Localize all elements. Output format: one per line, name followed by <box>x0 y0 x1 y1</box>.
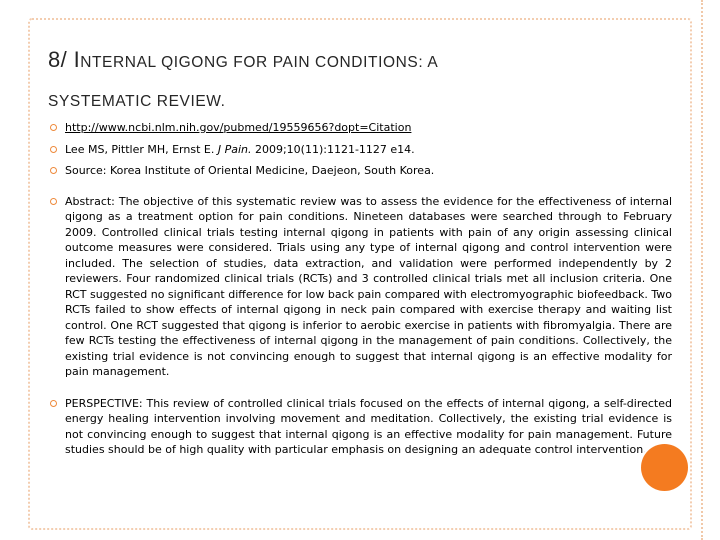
bullet-icon <box>50 167 57 174</box>
list-item-abstract <box>50 194 672 380</box>
title-line2: SYSTEMATIC REVIEW. <box>48 93 226 110</box>
slide-title <box>48 40 668 121</box>
abstract-text: Abstract: The objective of this systematic review was to assess the evidence for the effectiveness of internal qigong as a treatment option for pain conditions. Nineteen databases were searched through to February 2009. Controlled clinical trials testing internal qigong in patients with pain of any origin assessing clinical outcome measures were considered. Trials using any type of internal qigong and control intervention were included. The selection of studies, data extraction, and validation were performed independently by 2 reviewers. Four randomized clinical trials (RCTs) and 3 controlled clinical trials met all inclusion criteria. One RCT suggested no significant difference for low back pain compared with electromyographic biofeedback. Two RCTs failed to show effects of internal qigong in neck pain compared with exercise therapy and waiting list control. One RCT suggested that qigong is inferior to aerobic exercise in patients with fibromyalgia. There are few RCTs testing the effectiveness of internal qigong in the management of pain conditions. Collectively, the existing trial evidence is not convincing enough to suggest that internal qigong is an effective modality for pain management. <box>65 194 672 378</box>
bullet-icon <box>50 198 57 205</box>
title-prefix: 8/ I <box>48 47 81 72</box>
orange-circle-decoration <box>641 444 688 491</box>
perspective-text: PERSPECTIVE: This review of controlled clinical trials focused on the effects of internal qigong, a self-directed energy healing intervention involving movement and meditation. Collectively, the existing trial evidence is not convincing enough to suggest that internal qigong is an effective modality for pain management. Future studies should be of high quality with particular emphasis on designing an adequate control intervention. <box>65 396 672 456</box>
citation-details: 2009;10(11):1121-1127 e14. <box>251 142 415 156</box>
bullet-list <box>50 120 672 458</box>
citation-journal: J Pain. <box>217 142 252 156</box>
list-item-perspective <box>50 396 672 458</box>
bullet-icon <box>50 124 57 131</box>
decorative-vertical-line <box>701 0 703 540</box>
list-item-source <box>50 163 672 179</box>
source-text: Source: Korea Institute of Oriental Medicine, Daejeon, South Korea. <box>65 164 435 177</box>
bullet-icon <box>50 146 57 153</box>
bullet-icon <box>50 400 57 407</box>
list-item-citation <box>50 142 672 158</box>
citation-authors: Lee MS, Pittler MH, Ernst E. <box>65 142 218 156</box>
list-item-link <box>50 120 672 136</box>
pubmed-link[interactable]: http://www.ncbi.nlm.nih.gov/pubmed/19559656?dopt=Citation <box>65 121 412 134</box>
title-line1: NTERNAL QIGONG FOR PAIN CONDITIONS: A <box>80 54 439 71</box>
